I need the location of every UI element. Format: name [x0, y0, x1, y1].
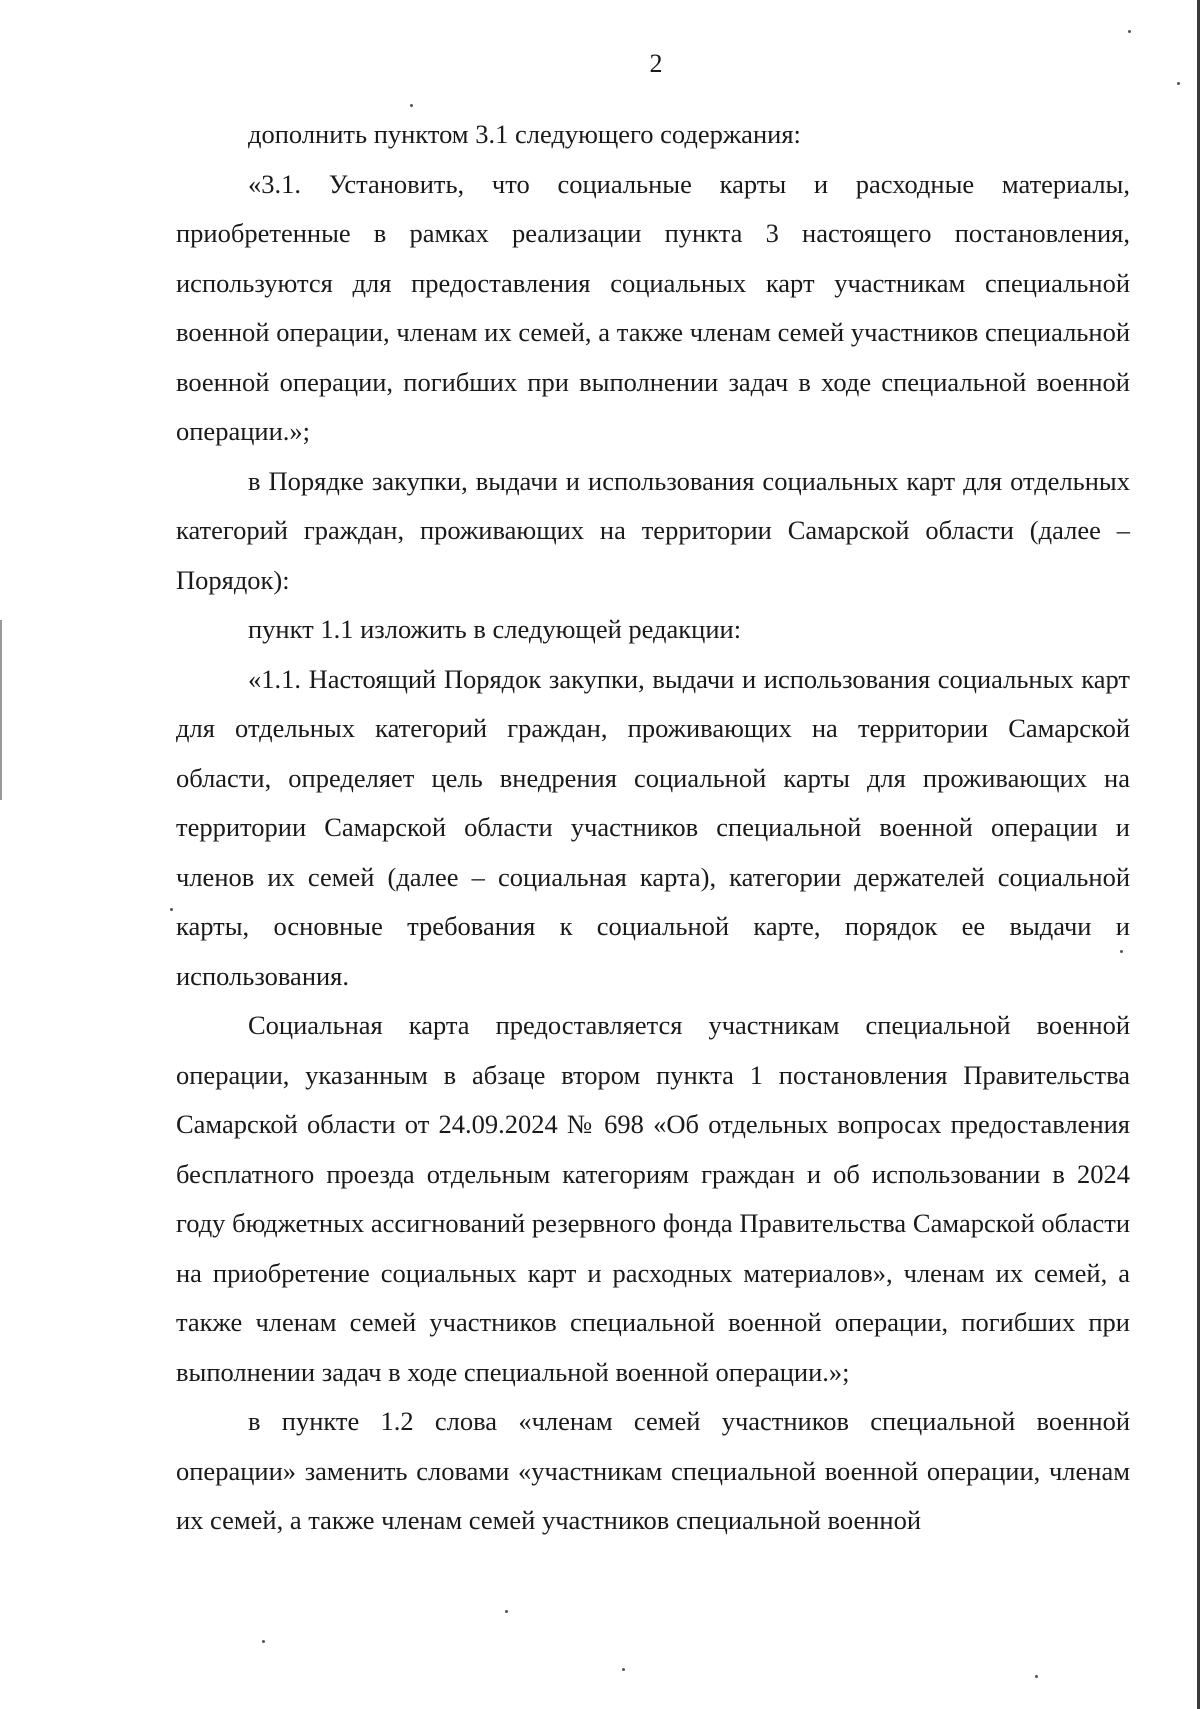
scan-speck — [262, 1640, 265, 1643]
scan-speck — [505, 1610, 508, 1613]
scan-speck — [1177, 82, 1180, 85]
paragraph-clause-3-1: «3.1. Установить, что социальные карты и расходные материалы, приобретенные в рамках реализации пункта 3 настоящего постановления, используются для предоставления социальных карт участникам специальной военной операции, членам их семей, а также членам семей участников специальной военной операции, погибших при выполнении задач в ходе специальной военной операции.»; — [176, 168, 1130, 446]
scan-speck — [170, 908, 173, 911]
paragraph-clause-1-1-intro: пункт 1.1 изложить в следующей редакции: — [248, 614, 742, 644]
scan-speck — [410, 104, 413, 107]
scan-speck — [1035, 1675, 1038, 1678]
scan-speck — [1120, 950, 1123, 953]
scan-speck — [1128, 30, 1131, 33]
paragraph-procedure-intro: в Порядке закупки, выдачи и использования социальных карт для отдельных категорий граждан, проживающих на территории Самарской области (далее – Порядок): — [176, 465, 1130, 595]
paragraph-social-card-recipients: Социальная карта предоставляется участникам специальной военной операции, указанным в абзаце втором пункта 1 постановления Правительства Самарской области от 24.09.2024 № 698 «Об отдельных вопросах предоставления бесплатного проезда отдельным категориям граждан и об использовании в 2024 году бюджетных ассигнований резервного фонда Правительства Самарской области на приобретение социальных карт и расходных материалов», членам их семей, а также членам семей участников специальной военной операции, погибших при выполнении задач в ходе специальной военной операции.»; — [176, 1010, 1130, 1387]
scan-speck — [622, 1668, 625, 1671]
document-body — [176, 110, 1130, 1546]
scan-edge-left — [0, 620, 2, 800]
paragraph-clause-1-2: в пункте 1.2 слова «членам семей участников специальной военной операции» заменить словами «участникам специальной военной операции, членам их семей, а также членам семей участников специальной военной — [176, 1406, 1130, 1535]
paragraph-clause-1-1: «1.1. Настоящий Порядок закупки, выдачи и использования социальных карт для отдельных категорий граждан, проживающих на территории Самарской области, определяет цель внедрения социальной карты для проживающих на территории Самарской области участников специальной военной операции и членов их семей (далее – социальная карта), категории держателей социальной карты, основные требования к социальной карте, порядок ее выдачи и использования. — [176, 663, 1130, 991]
paragraph-amendment-intro: дополнить пунктом 3.1 следующего содержания: — [248, 119, 801, 149]
page-number: 2 — [649, 49, 663, 78]
